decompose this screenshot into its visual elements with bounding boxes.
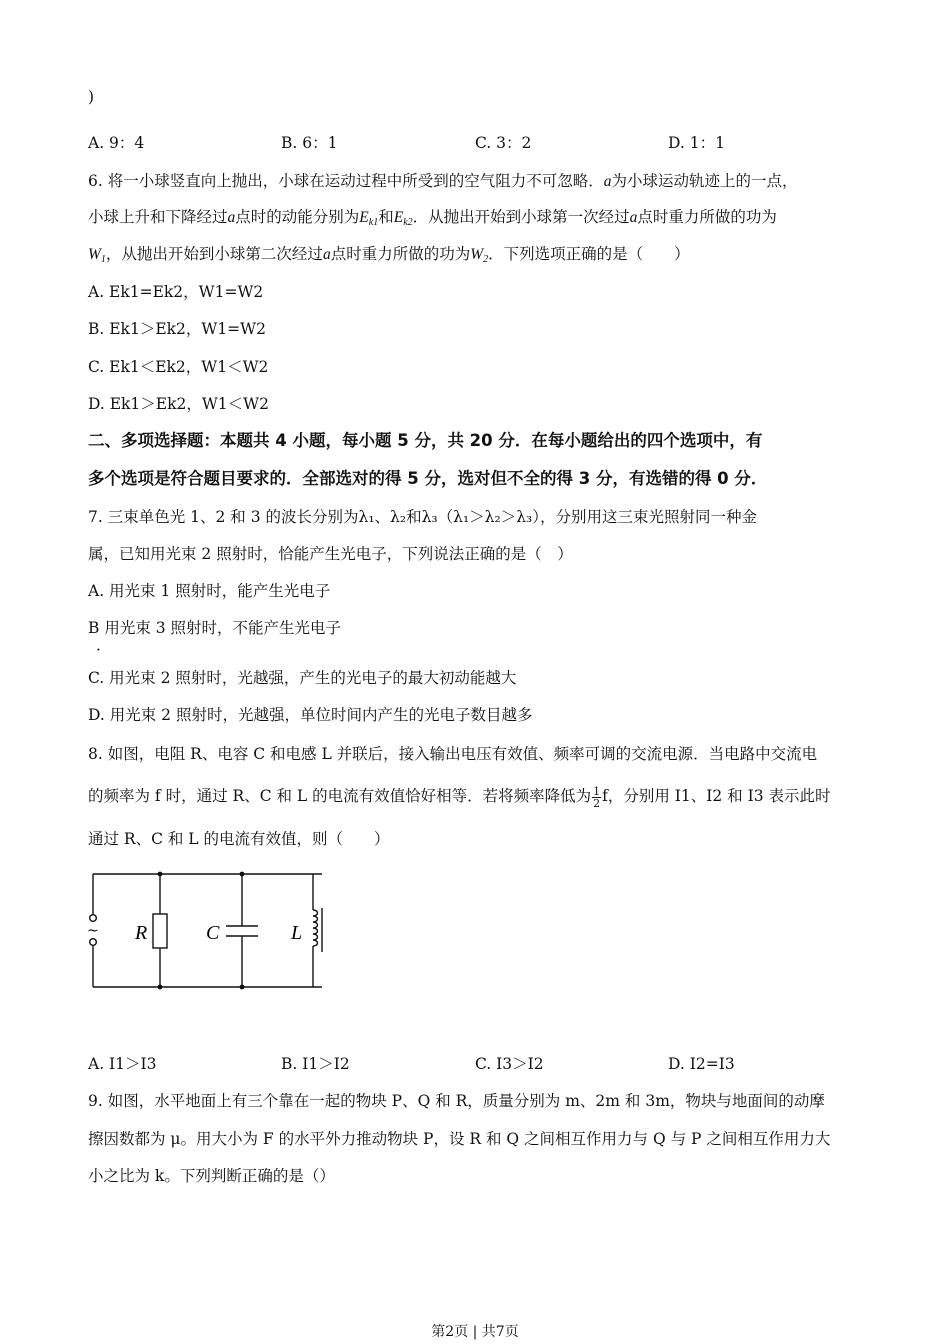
q6-text: 点时重力所做的功为 [637,208,777,226]
q9-line-2: 擦因数都为 μ。用大小为 F 的水平外力推动物块 P，设 R 和 Q 之间相互作用力与 Q 与 P 之间相互作用力大 [88,1130,831,1148]
q6-text: 小球上升和下降经过 [88,208,228,226]
q6-text: 点时的动能分别为 [235,208,360,226]
rcl-circuit-diagram [80,866,340,996]
fraction-half [592,786,601,809]
q5-option-d: D. 1：1 [668,134,725,152]
source-terminal-top [90,915,97,922]
q8-text: 的频率为 f 时，通过 R、C 和 L 的电流有效值恰好相等．若将频率降低为 [88,787,592,805]
q9-line-1: 9. 如图，水平地面上有三个靠在一起的物块 P、Q 和 R，质量分别为 m、2m 和 3m，物块与地面间的动摩 [88,1092,825,1110]
q6-option-c: C. Ek1＜Ek2，W1＜W2 [88,358,269,376]
q6-text: ．下列选项正确的是（ ） [488,245,690,263]
q7-option-d: D. 用光束 2 照射时，光越强，单位时间内产生的光电子数目越多 [88,706,533,724]
junction-dot [158,872,163,877]
junction-dot [240,872,245,877]
label-c: C [206,922,220,944]
q6-option-d: D. Ek1＞Ek2，W1＜W2 [88,395,269,413]
q6-option-a: A. Ek1=Ek2，W1=W2 [88,283,264,301]
q8-option-c: C. I3＞I2 [475,1055,544,1073]
q5-close-paren: ) [88,88,95,106]
q8-line-3: 通过 R、C 和 L 的电流有效值，则（ ） [88,830,390,848]
q6-var-a: a [629,209,638,226]
q7-line-1: 7. 三束单色光 1、2 和 3 的波长分别为λ₁、λ₂和λ₃（λ₁＞λ₂＞λ₃），分别用这三束光照射同一种金 [88,508,757,526]
q7-line-2: 属，已知用光束 2 照射时，恰能产生光电子，下列说法正确的是（ ） [88,545,573,563]
q8-option-d: D. I2=I3 [668,1055,735,1073]
q7-option-a: A. 用光束 1 照射时，能产生光电子 [88,582,331,600]
q6-text: 6. 将一小球竖直向上抛出，小球在运动过程中所受到的空气阻力不可忽略． [88,172,604,190]
q6-text: ．从抛出开始到小球第一次经过 [412,208,630,226]
q8-line-2 [88,785,831,809]
q7-option-b: B 用光束 3 照射时，不能产生光电子 [88,619,342,637]
section2-heading-line-2: 多个选项是符合题目要求的．全部选对的得 5 分，选对但不全的得 3 分，有选错的得 0 分． [88,469,768,488]
q7-option-c: C. 用光束 2 照射时，光越强，产生的光电子的最大初动能越大 [88,669,517,687]
q9-line-3: 小之比为 k。下列判断正确的是（） [88,1167,335,1185]
ac-source-symbol: ~ [87,923,99,939]
q5-option-a: A. 9：4 [88,134,145,152]
inductor-coil [313,910,318,946]
q6-var-a: a [603,173,612,190]
q8-option-a: A. I1＞I3 [88,1055,157,1073]
q6-text: 和 [378,208,394,226]
resistor-body [153,914,167,948]
q6-var-a: a [227,209,236,226]
q6-var-a: a [322,246,331,263]
page-footer: 第2页 | 共7页 [431,1324,519,1340]
q6-text: 点时重力所做的功为 [330,245,471,263]
q6-text: 为小球运动轨迹上的一点， [611,172,798,190]
junction-dot [158,985,163,990]
q8-text: f，分别用 I1、I2 和 I3 表示此时 [602,787,831,805]
fraction-numerator: 1 [593,784,601,798]
fraction-denominator: 2 [593,796,601,810]
label-r: R [135,922,148,944]
section2-heading-line-1: 二、多项选择题：本题共 4 小题，每小题 5 分，共 20 分．在每小题给出的四个选项中，有 [88,431,763,450]
source-terminal-bottom [90,939,97,946]
q7-stray-dot: ． [96,636,112,654]
q6-line-2: 小球上升和下降经过a点时的动能分别为$E_{k1}$和$E_{k2}$．从抛出开始到小球第一次经过a点时重力所做的功为 [88,208,777,228]
junction-dot [240,985,245,990]
label-l: L [291,922,303,944]
q6-line-3: $W_1$，从抛出开始到小球第二次经过a点时重力所做的功为$W_2$．下列选项正确的是（ ） [88,245,690,265]
q6-option-b: B. Ek1＞Ek2，W1=W2 [88,320,266,338]
q5-option-c: C. 3：2 [475,134,532,152]
q8-line-1: 8. 如图，电阻 R、电容 C 和电感 L 并联后，接入输出电压有效值、频率可调的交流电源．当电路中交流电 [88,745,818,763]
q6-line-1 [88,170,797,193]
q5-option-b: B. 6：1 [281,134,338,152]
q8-option-b: B. I1＞I2 [281,1055,350,1073]
q6-text: ，从抛出开始到小球第二次经过 [105,245,323,263]
